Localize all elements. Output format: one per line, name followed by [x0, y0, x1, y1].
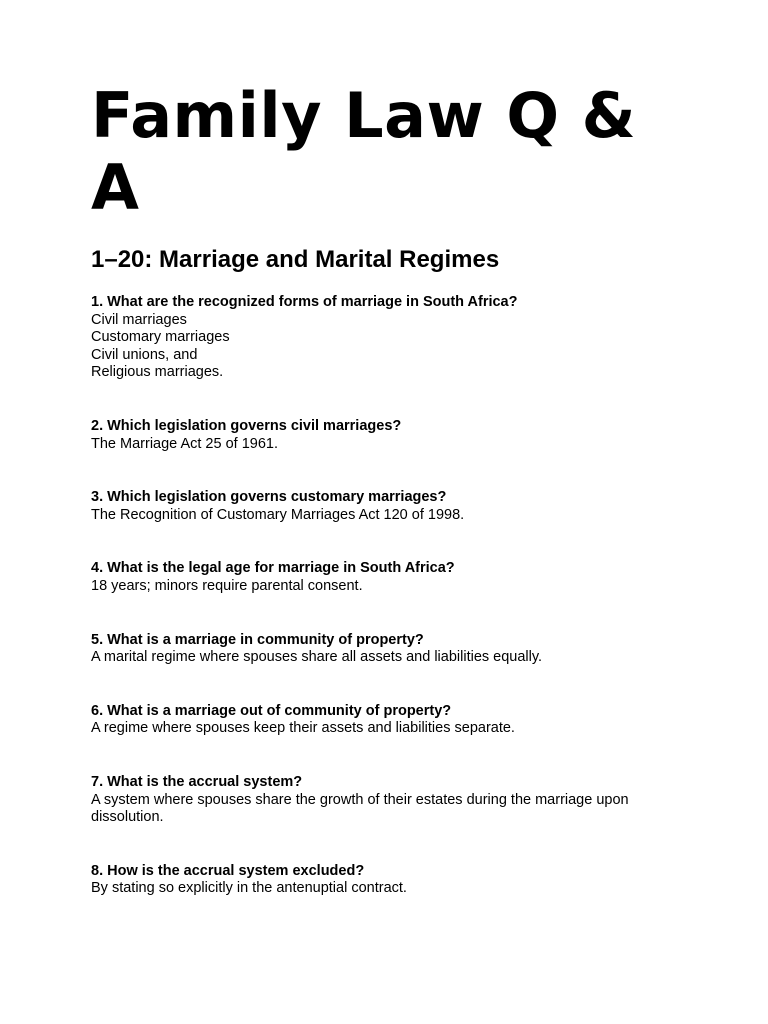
qa-item	[91, 560, 691, 595]
document-title: Family Law Q & A	[91, 79, 637, 224]
qa-answer: The Marriage Act 25 of 1961.	[91, 435, 278, 452]
qa-question: 1. What are the recognized forms of marriage in South Africa?	[91, 294, 518, 310]
document-page	[91, 80, 691, 934]
qa-question: 6. What is a marriage out of community of property?	[91, 702, 452, 719]
section-heading: 1–20: Marriage and Marital Regimes	[91, 246, 500, 273]
qa-question: 5. What is a marriage in community of property?	[91, 631, 424, 648]
qa-answer: A system where spouses share the growth of their estates during the marriage upon dissolution.	[91, 791, 629, 826]
qa-item	[91, 703, 691, 738]
qa-item	[91, 632, 691, 667]
qa-answer: 18 years; minors require parental consent.	[91, 577, 363, 594]
qa-question: 7. What is the accrual system?	[91, 773, 303, 790]
qa-answer: Civil unions, and	[91, 346, 198, 363]
qa-item	[91, 774, 691, 827]
qa-answer: By stating so explicitly in the antenuptial contract.	[91, 880, 407, 897]
qa-question: 3. Which legislation governs customary marriages?	[91, 489, 447, 506]
qa-question: 4. What is the legal age for marriage in South Africa?	[91, 560, 455, 577]
qa-answer: Civil marriages	[91, 311, 187, 328]
qa-item	[91, 418, 691, 453]
qa-answer: Religious marriages.	[91, 364, 224, 381]
qa-item	[91, 489, 691, 524]
qa-answer: The Recognition of Customary Marriages Act 120 of 1998.	[91, 506, 465, 523]
qa-answer: A regime where spouses keep their assets and liabilities separate.	[91, 720, 515, 737]
qa-question: 8. How is the accrual system excluded?	[91, 862, 365, 879]
qa-item	[91, 863, 691, 898]
qa-answer: A marital regime where spouses share all assets and liabilities equally.	[91, 649, 543, 666]
qa-list	[91, 294, 691, 898]
qa-item	[91, 294, 691, 382]
qa-answer: Customary marriages	[91, 329, 230, 346]
qa-question: 2. Which legislation governs civil marriages?	[91, 417, 402, 434]
